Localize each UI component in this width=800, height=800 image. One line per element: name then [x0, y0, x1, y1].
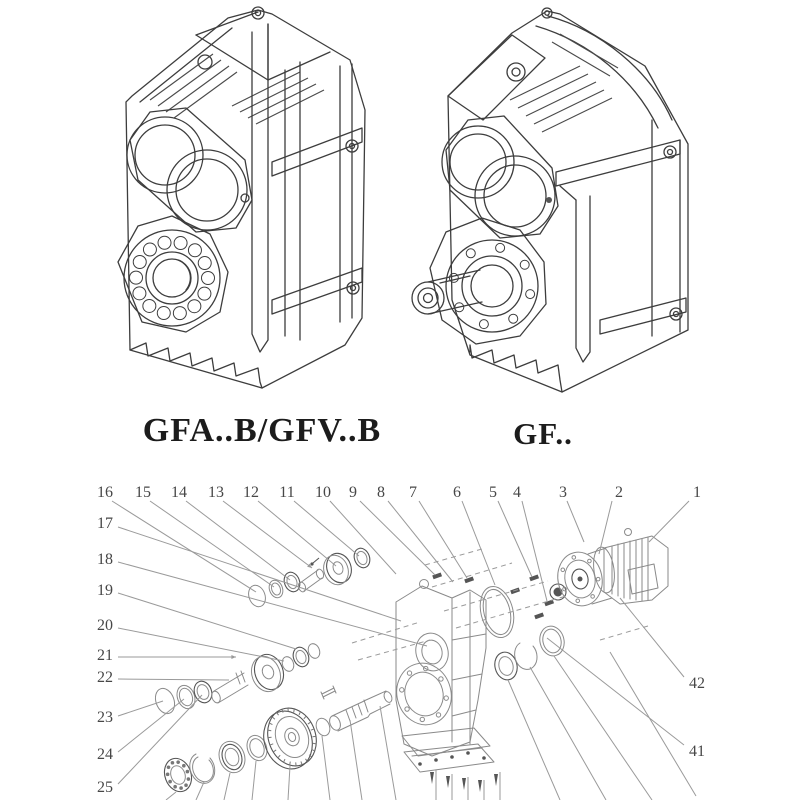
detail-dot [171, 761, 175, 765]
callout-leader-line [649, 501, 689, 542]
output-bearing [118, 216, 228, 332]
callout-leader-line [118, 701, 163, 716]
model-label-gf: GF.. [513, 416, 573, 451]
detail-dot [133, 255, 146, 268]
detail-dot [526, 290, 535, 299]
input-shaft-parts [246, 546, 373, 609]
gear [323, 550, 356, 586]
callout-number: 8 [377, 484, 385, 501]
callout-leader-line [388, 501, 453, 582]
detail-tick [268, 730, 271, 731]
set-screw [313, 558, 319, 563]
callout-number: 3 [559, 484, 567, 501]
callout-number: 10 [315, 484, 331, 501]
detail-dot [479, 320, 488, 329]
detail-tick [301, 761, 302, 764]
callout-leader-line [547, 638, 684, 745]
callout-number: 11 [279, 484, 295, 501]
callout-number: 21 [97, 647, 113, 664]
callout-leader-line [112, 501, 256, 592]
key [322, 688, 334, 694]
callout-leader-line [118, 628, 284, 661]
callout-number: 5 [489, 484, 497, 501]
detail-dot [143, 243, 156, 256]
detail-tick [282, 709, 283, 712]
detail-tick [304, 716, 306, 719]
detail-dot [444, 696, 448, 700]
detail-dot [405, 707, 409, 711]
detail-dot [509, 314, 518, 323]
detail-tick [308, 722, 311, 724]
detail-dot [176, 760, 180, 764]
detail-dot [182, 764, 186, 768]
callout-number: 25 [97, 779, 113, 796]
callout-arrowhead [231, 655, 236, 659]
callout-number: 15 [135, 484, 151, 501]
detail-dot [157, 307, 170, 320]
gearbox-drawing-gfab [118, 7, 365, 388]
detail-dot [188, 244, 201, 257]
detail-dot [198, 287, 211, 300]
detail-dot [466, 249, 475, 258]
detail-dot [184, 783, 188, 787]
callout-number: 16 [97, 484, 113, 501]
callout-number: 1 [693, 484, 701, 501]
detail-tick [269, 723, 272, 724]
callout-number: 41 [689, 743, 705, 760]
callout-leader-line [118, 699, 184, 752]
detail-dot [202, 272, 215, 285]
detail-tick [273, 750, 276, 752]
input-bores [127, 108, 252, 232]
detail-tick [311, 729, 314, 730]
detail-dot [187, 777, 191, 781]
detail-dot [400, 688, 404, 692]
callout-leader-line [118, 679, 229, 680]
detail-dot [591, 595, 595, 599]
callout-number: 2 [615, 484, 623, 501]
lifting-lug [625, 529, 632, 536]
detail-tick [270, 744, 273, 745]
detail-dot [439, 677, 443, 681]
callout-number: 7 [409, 484, 417, 501]
detail-dot [520, 260, 529, 269]
callout-number: 19 [97, 582, 113, 599]
detail-dot [449, 273, 458, 282]
detail-dot [167, 765, 171, 769]
detail-tick [294, 709, 295, 712]
pinion-shaft [300, 570, 318, 583]
callout-leader-line [462, 501, 495, 585]
detail-dot [436, 713, 440, 717]
detail-dot [143, 299, 156, 312]
end-cap [152, 686, 178, 717]
detail-dot [158, 236, 171, 249]
gearbox-drawing-gf [412, 8, 688, 392]
cover-bolts [430, 772, 498, 792]
callout-number: 13 [208, 484, 224, 501]
detail-tick [290, 762, 291, 765]
end-cap [246, 583, 269, 609]
callout-number: 12 [243, 484, 259, 501]
bearing [492, 650, 520, 682]
callout-leader-line [567, 501, 584, 542]
model-label-gfab: GFA..B/GFV..B [142, 412, 382, 449]
exploded-parts-diagram [0, 470, 800, 800]
detail-tick [284, 759, 285, 762]
callout-number: 6 [453, 484, 461, 501]
detail-tick [313, 743, 316, 744]
detail-tick [272, 717, 275, 719]
callout-number: 42 [689, 675, 705, 692]
detail-dot [168, 780, 172, 784]
callout-number: 20 [97, 617, 113, 634]
detail-dot [173, 307, 186, 320]
detail-dot [188, 300, 201, 313]
detail-dot [130, 271, 143, 284]
cooling-ribs [150, 54, 324, 124]
oil-seal [215, 738, 249, 777]
output-shaft [321, 686, 393, 732]
detail-dot [166, 773, 170, 777]
callout-number: 14 [171, 484, 187, 501]
circlip [515, 643, 537, 669]
callout-leader-line [118, 562, 427, 646]
callout-leader-line [522, 501, 547, 601]
detail-dot [133, 287, 146, 300]
bearing [352, 546, 373, 570]
callout-number: 22 [97, 669, 113, 686]
callout-number: 23 [97, 709, 113, 726]
detail-dot [572, 556, 576, 560]
detail-dot [496, 243, 505, 252]
gear [250, 650, 289, 693]
input-bores [442, 116, 558, 238]
detail-dot [596, 577, 600, 581]
detail-dot [420, 717, 424, 721]
callout-number: 24 [97, 746, 113, 763]
detail-dot [561, 568, 565, 572]
callout-layer [97, 484, 705, 796]
detail-dot [198, 257, 211, 270]
detail-dot [173, 785, 177, 789]
terminal-box [628, 564, 658, 594]
cooling-ribs [510, 34, 618, 132]
callout-number: 9 [349, 484, 357, 501]
detail-dot [576, 599, 580, 603]
detail-dot [179, 786, 183, 790]
callout-leader-line [118, 695, 202, 784]
detail-dot [174, 237, 187, 250]
detail-tick [278, 755, 280, 758]
detail-dot [407, 671, 411, 675]
detail-dot [588, 559, 592, 563]
detail-tick [299, 712, 300, 715]
callout-leader-line [620, 598, 684, 677]
detail-dot [186, 770, 190, 774]
callout-number: 4 [513, 484, 521, 501]
gear-housing [390, 580, 486, 757]
callout-leader-line [118, 593, 296, 649]
callout-number: 18 [97, 551, 113, 568]
callout-number: 17 [97, 515, 113, 532]
callout-leader-line [294, 501, 359, 556]
